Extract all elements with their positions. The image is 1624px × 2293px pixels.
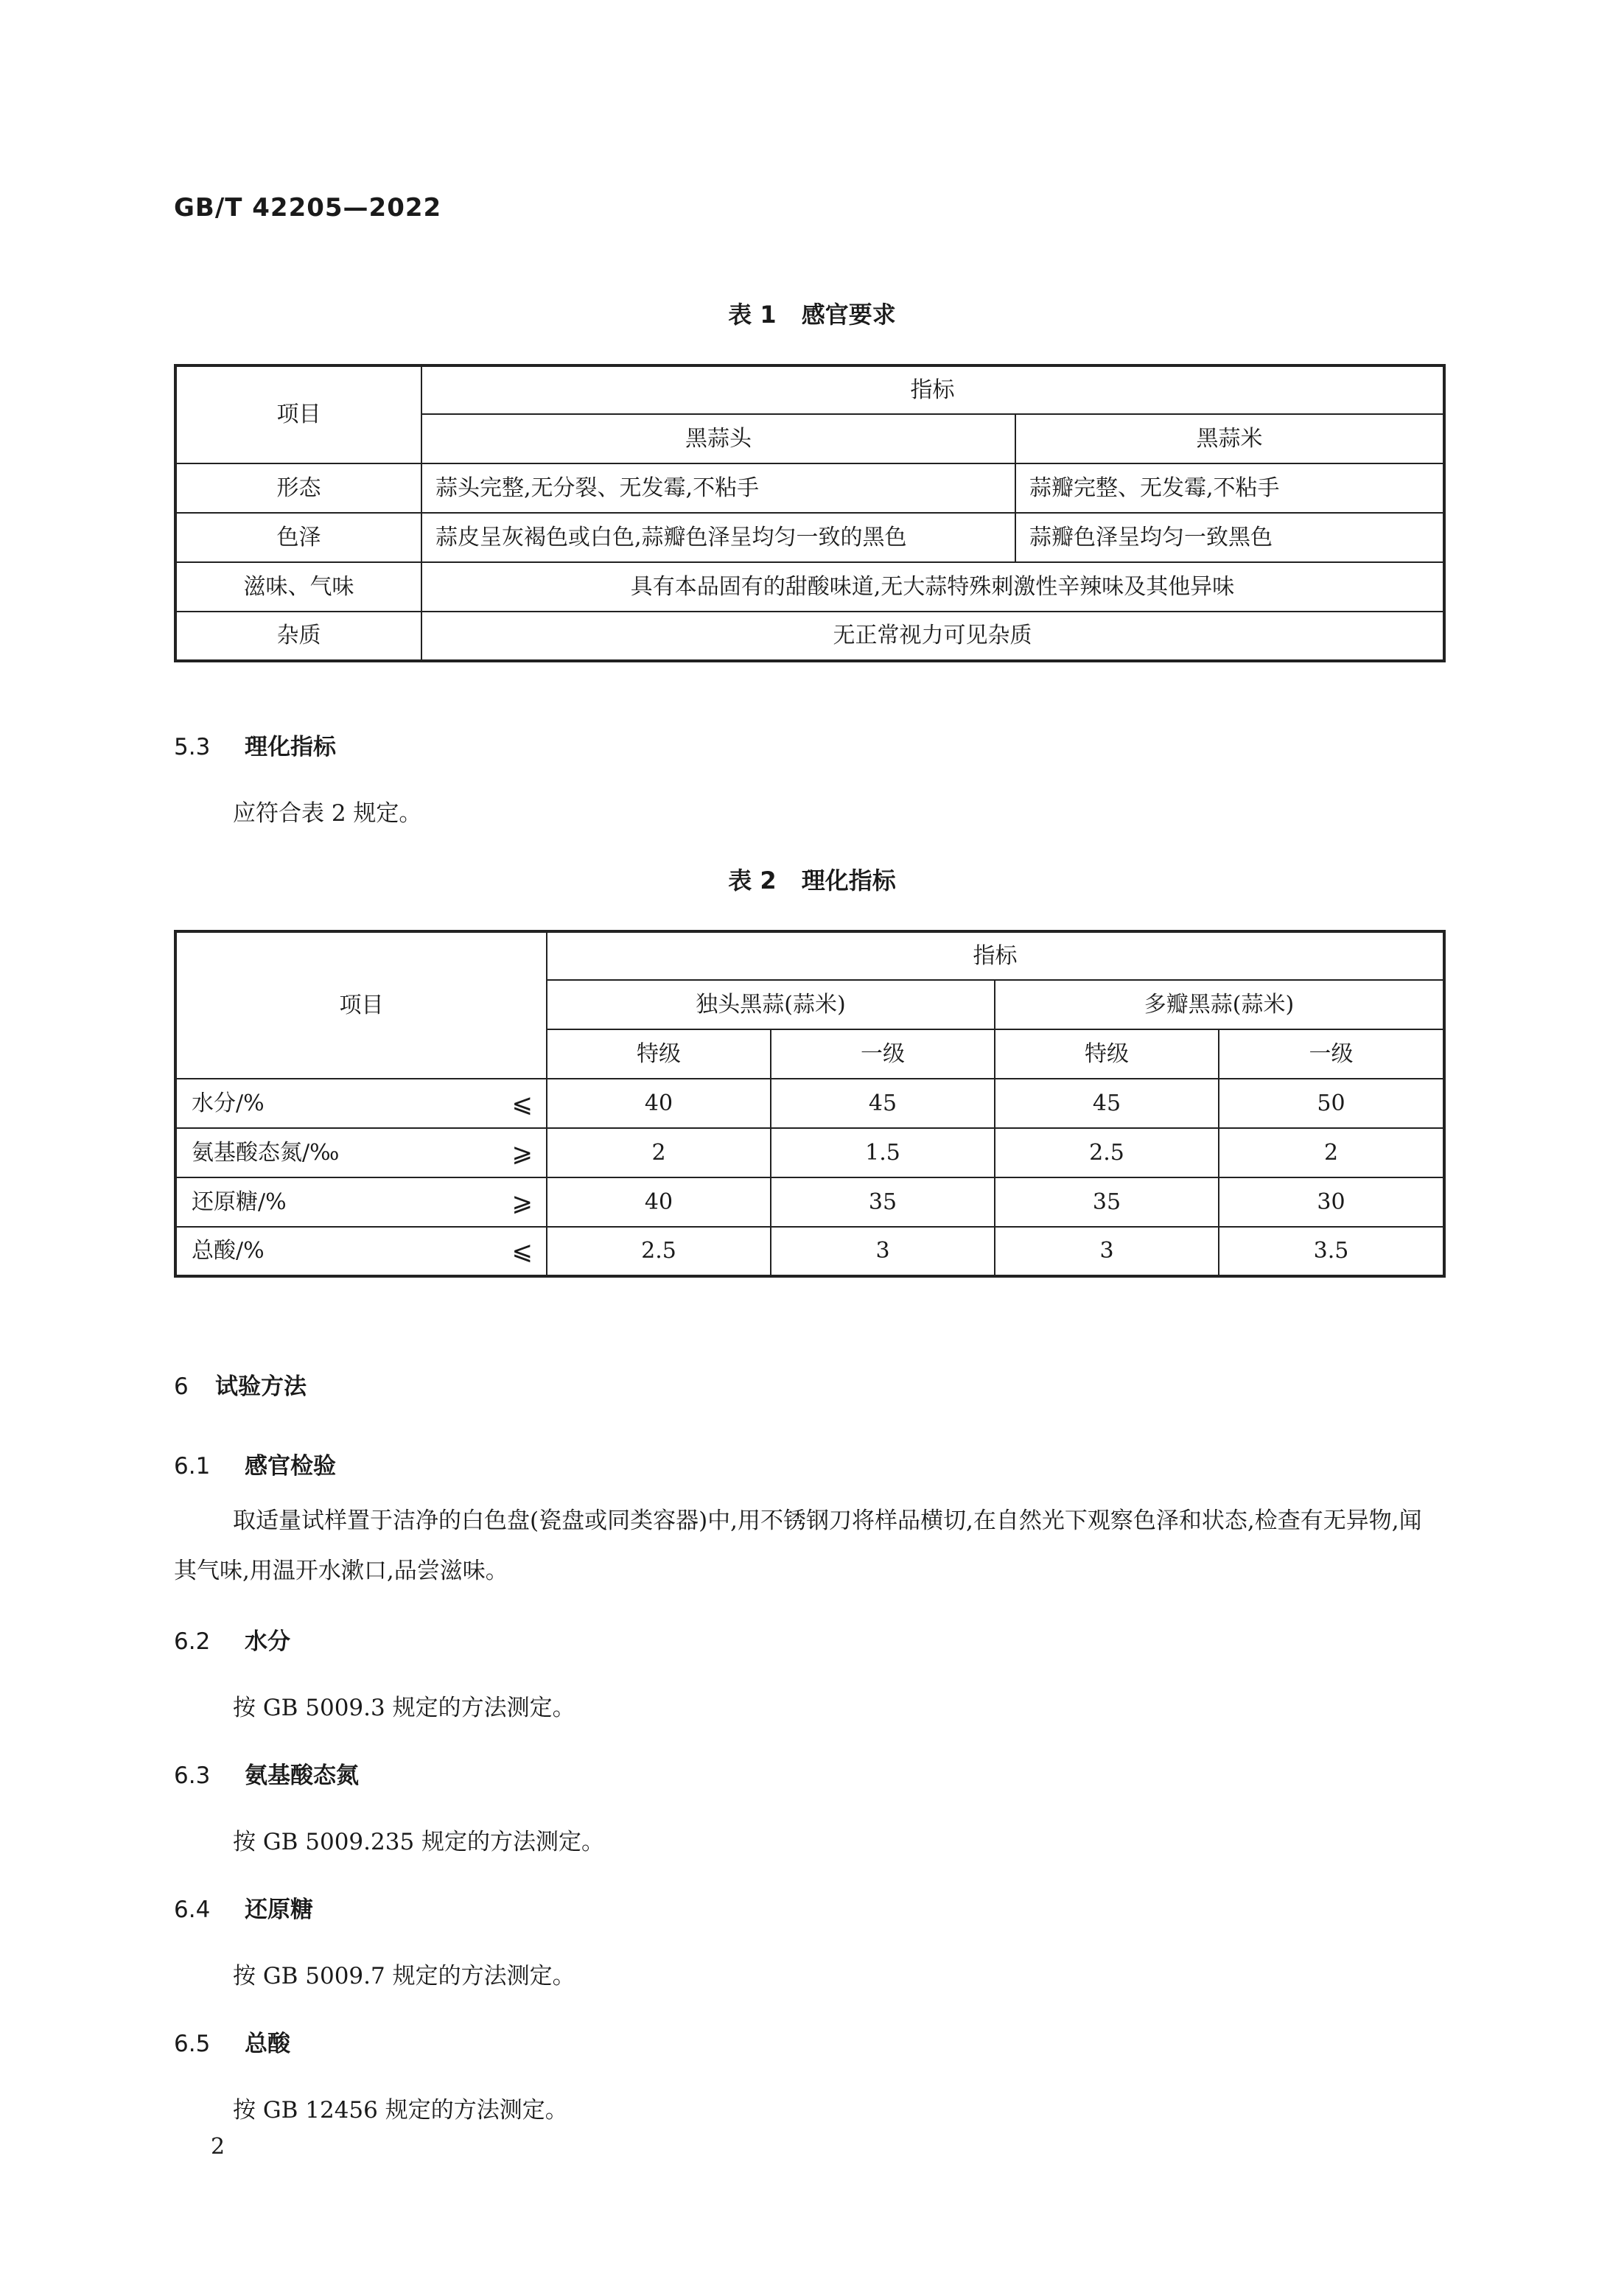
table-cell: 40 <box>547 1177 771 1227</box>
table-row <box>175 1177 1444 1227</box>
section-title: 试验方法 <box>215 1373 307 1400</box>
table-cell: 蒜头完整,无分裂、无发霉,不粘手 <box>421 463 1015 513</box>
table-cell <box>175 1227 547 1276</box>
table-cell: 30 <box>1219 1177 1444 1227</box>
table-cell: 1.5 <box>771 1128 995 1177</box>
section-number: 6.4 <box>174 1897 211 1923</box>
section-6-3-text: 按 GB 5009.235 规定的方法测定。 <box>233 1829 605 1855</box>
table2-index-header: 指标 <box>547 931 1444 980</box>
item-label: 氨基酸态氮/‰ <box>192 1139 340 1166</box>
table2 <box>174 930 1446 1278</box>
table-cell: 40 <box>547 1079 771 1128</box>
section-6-1-heading <box>174 1447 336 1480</box>
table2-grade-header: 特级 <box>547 1029 771 1079</box>
table2-title <box>0 862 1624 896</box>
section-6-5-heading <box>174 2025 290 2058</box>
table2-number: 表 2 <box>728 867 777 895</box>
section-title: 水分 <box>245 1628 290 1655</box>
section-6-5-text: 按 GB 12456 规定的方法测定。 <box>233 2097 568 2124</box>
table2-grade-header: 一级 <box>1219 1029 1444 1079</box>
section-6-3-heading <box>174 1757 359 1790</box>
comparison-symbol: ⩾ <box>511 1187 533 1217</box>
table-cell: 35 <box>771 1177 995 1227</box>
comparison-symbol: ⩽ <box>511 1236 533 1266</box>
page-number: 2 <box>211 2134 225 2160</box>
table-row <box>175 1128 1444 1177</box>
table-cell: 具有本品固有的甜酸味道,无大蒜特殊刺激性辛辣味及其他异味 <box>421 562 1444 612</box>
table-row <box>175 612 1444 661</box>
section-title: 氨基酸态氮 <box>245 1762 359 1789</box>
item-label: 总酸/% <box>192 1238 265 1264</box>
table-cell: 蒜瓣色泽呈均匀一致黑色 <box>1015 513 1444 562</box>
section-5-3-heading <box>174 728 336 761</box>
table-cell: 35 <box>995 1177 1219 1227</box>
section-6-4-heading <box>174 1891 313 1924</box>
section-number: 6.1 <box>174 1453 211 1480</box>
standard-code: GB/T 42205—2022 <box>174 193 442 223</box>
table-cell: 50 <box>1219 1079 1444 1128</box>
table1-subheader: 黑蒜头 <box>421 414 1015 463</box>
section-number: 6.2 <box>174 1628 211 1655</box>
section-title: 还原糖 <box>245 1897 313 1923</box>
section-number: 5.3 <box>174 734 211 760</box>
table1-subheader: 黑蒜米 <box>1015 414 1444 463</box>
comparison-symbol: ⩽ <box>511 1088 533 1119</box>
table2-group-header: 独头黑蒜(蒜米) <box>547 980 995 1029</box>
table-cell <box>175 1177 547 1227</box>
table-cell: 2.5 <box>995 1128 1219 1177</box>
table1-title <box>0 296 1624 330</box>
item-label: 水分/% <box>192 1090 265 1116</box>
table-cell: 2 <box>1219 1128 1444 1177</box>
table-cell: 3 <box>995 1227 1219 1276</box>
table-cell: 滋味、气味 <box>175 562 421 612</box>
table-cell <box>175 1079 547 1128</box>
table-cell: 杂质 <box>175 612 421 661</box>
table-cell: 色泽 <box>175 513 421 562</box>
table-cell: 3 <box>771 1227 995 1276</box>
table2-title-text: 理化指标 <box>801 867 896 895</box>
section-6-4-text: 按 GB 5009.7 规定的方法测定。 <box>233 1963 575 1989</box>
table-cell: 2 <box>547 1128 771 1177</box>
table-cell: 蒜皮呈灰褐色或白色,蒜瓣色泽呈均匀一致的黑色 <box>421 513 1015 562</box>
section-title: 总酸 <box>245 2031 290 2057</box>
section-6-1-text: 取适量试样置于洁净的白色盘(瓷盘或同类容器)中,用不锈钢刀将样品横切,在自然光下观察色泽和状态,检查有无异物,闻其气味,用温开水漱口,品尝滋味。 <box>174 1508 1422 1584</box>
table-row <box>175 513 1444 562</box>
table-cell: 2.5 <box>547 1227 771 1276</box>
table-row <box>175 1079 1444 1128</box>
table2-grade-header: 特级 <box>995 1029 1219 1079</box>
section-6-2-text: 按 GB 5009.3 规定的方法测定。 <box>233 1695 575 1721</box>
section-5-3-text: 应符合表 2 规定。 <box>233 800 422 827</box>
table1-number: 表 1 <box>728 301 777 329</box>
table-cell <box>175 1128 547 1177</box>
section-title: 理化指标 <box>245 734 336 760</box>
table1-index-header: 指标 <box>421 365 1444 414</box>
item-label: 还原糖/% <box>192 1188 287 1215</box>
section-number: 6.5 <box>174 2031 211 2057</box>
section-number: 6.3 <box>174 1762 211 1789</box>
table-row <box>175 562 1444 612</box>
section-6-heading <box>174 1368 307 1401</box>
table1-item-header: 项目 <box>175 365 421 463</box>
table-cell: 蒜瓣完整、无发霉,不粘手 <box>1015 463 1444 513</box>
table-row <box>175 1227 1444 1276</box>
table2-grade-header: 一级 <box>771 1029 995 1079</box>
table2-group-header: 多瓣黑蒜(蒜米) <box>995 980 1444 1029</box>
table-cell: 形态 <box>175 463 421 513</box>
table-cell: 无正常视力可见杂质 <box>421 612 1444 661</box>
table2-item-header: 项目 <box>175 931 547 1079</box>
table-cell: 45 <box>995 1079 1219 1128</box>
table-row <box>175 463 1444 513</box>
section-title: 感官检验 <box>245 1453 336 1480</box>
table-cell: 3.5 <box>1219 1227 1444 1276</box>
section-6-2-heading <box>174 1622 290 1656</box>
table1-title-text: 感官要求 <box>801 301 896 329</box>
comparison-symbol: ⩾ <box>511 1138 533 1168</box>
table1 <box>174 364 1446 662</box>
table-cell: 45 <box>771 1079 995 1128</box>
section-number: 6 <box>174 1373 189 1400</box>
